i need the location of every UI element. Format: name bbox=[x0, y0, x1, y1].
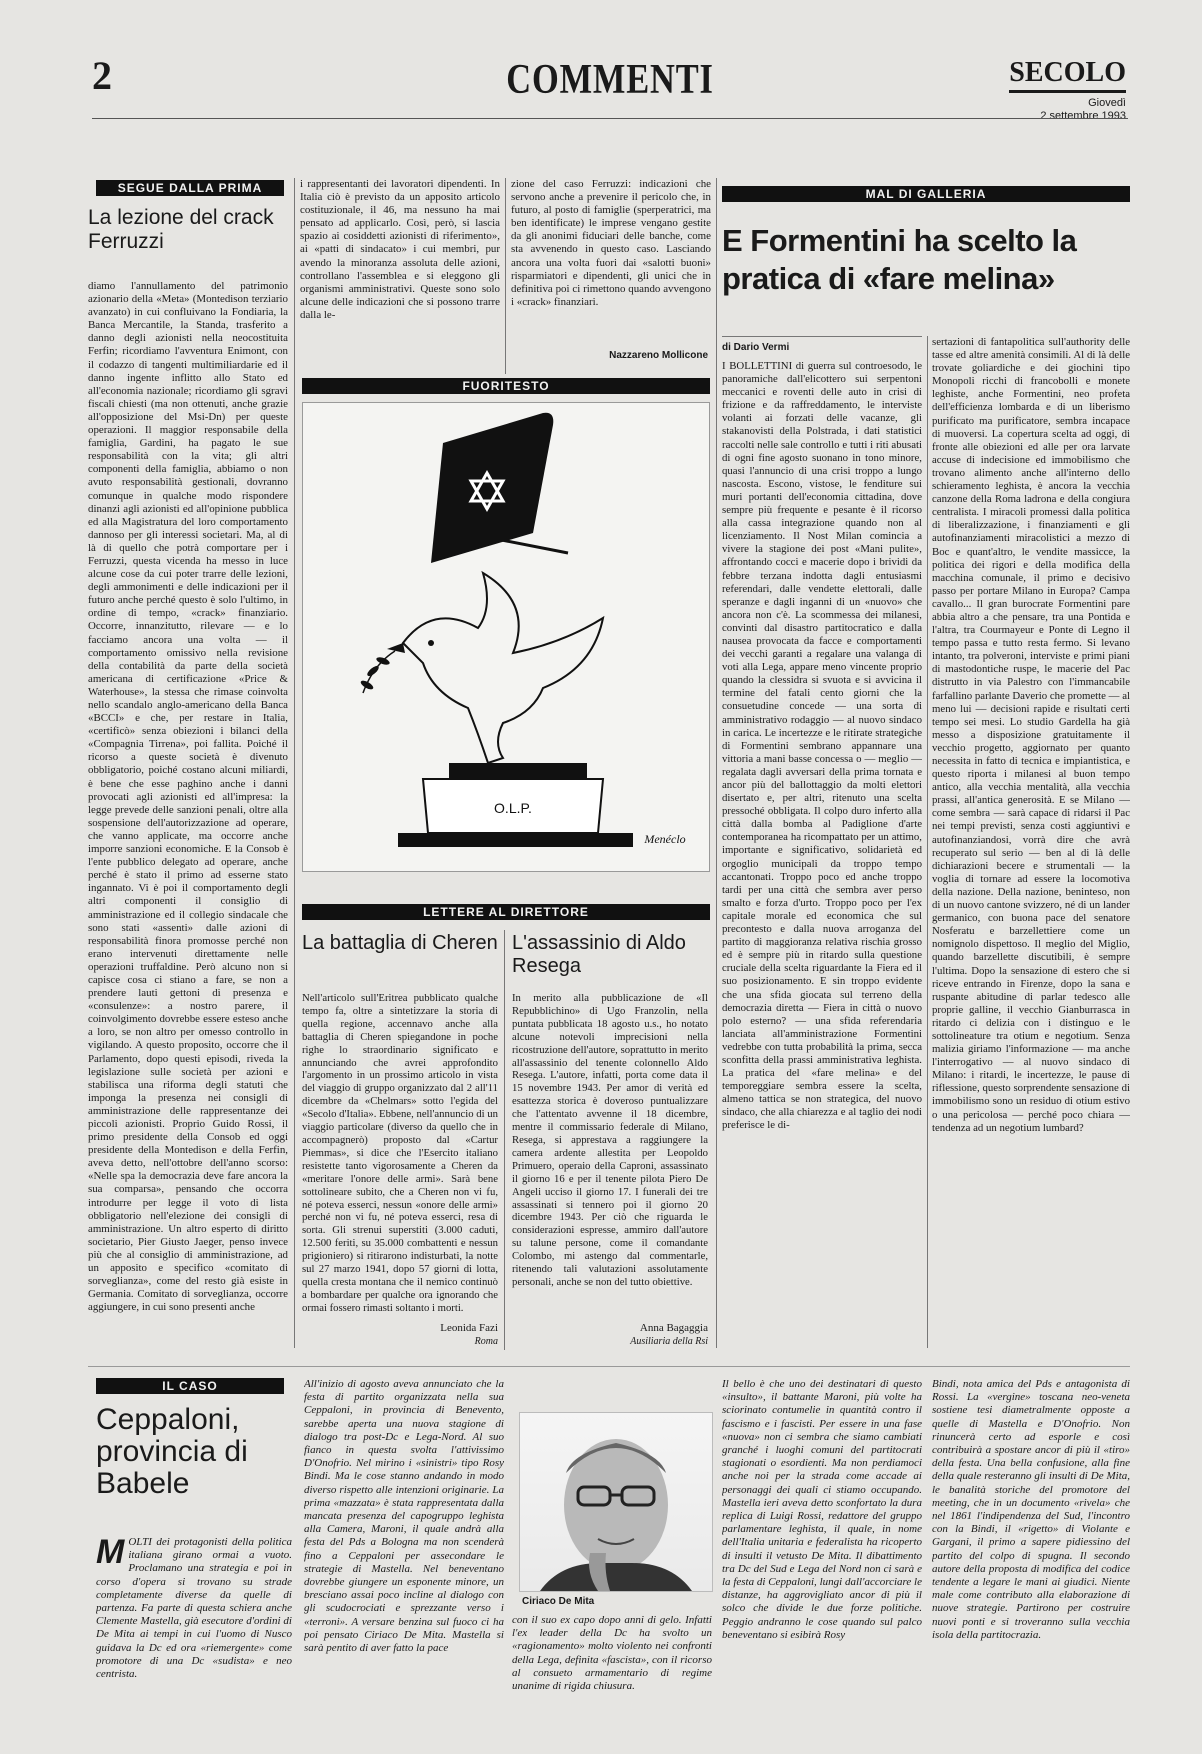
article-text: diamo l'annullamento del patrimonio azionario della «Meta» (Montedison terziario avanzato) in cui confluivano la Fondiaria, la Banca Mercantile, la Standa, trasferito a danno degli azionisti nella neocostituita Ferfin; ricordiamo l'avventura Enimont, con il codazzo di tangenti multimiliardarie ed il danno ingente inflitto allo Stato ed all'economia nazionale; ricordiamo gli sgravi fiscali chiesti (ma non ottenuti, anche grazie all'opposizione del Msi-Dn) per queste operazioni. Il maggior responsabile della famiglia, Gardini, ha pagato le sue responsabilità con la vita; gli altri componenti della famiglia, abbiamo o non avuto responsabilità gestionali, dovranno comunque in qualche modo rispondere dinanzi agli azionisti ed all'opinione pubblica ed alla Magistratura del loro comportamento dannoso per gli interessi societari. Ma, al di là di quello che potrà comportare per i Ferruzzi, questa vicenda ha messo in luce alcune cose da cui poter trarre delle lezioni, degli ammonimenti e delle indicazioni per il futuro anche perché questo è solo l'ultimo, in ordine di tempo, «crack» finanziario. Occorre, innanzitutto, rilevare — e lo facciamo ancora una volta — il comportamento omissivo nella revisione della contabilità da parte della società americana di certificazione «Price & Waterhouse», la stessa che rimase coinvolta nello scandalo anglo-americano della Banca «BCCI» e che, per restare in Italia, «certificò» senza obiezioni i bilanci della «Compagnia Tirrena», poi fallita. Poiché il ricorso a queste società è divenuto obbligatorio, poiché costano alcuni miliardi, è bene che esse paghino anche i danni provocati agli azionisti ed all'impresa: la legge prevede delle sanzioni penali, oltre alla sospensione dell'autorizzazione ad operare, che vanno applicate, ma occorre anche imporre sanzioni economiche. E la Consob è l'ente pubblico delegato ad operare, anche perché è stato il primo ad esserne stato ingannato. Vi è poi il comportamento degli altri componenti il consiglio di amministrazione ed il collegio sindacale che sono stati «assenti» dalle azioni di responsabilità finora promosse perché non erano intervenuti direttamente nelle operazioni truffaldine. Però alcuno non si capisce cosa ci stiano a fare, se non a prendere lauti gettoni di presenza e «consulenze»: a nostro parere, il coinvolgimento dovrebbe essere esteso anche a loro, se non altro per omesso controllo in vigilando. A questo proposito, occorre che il Parlamento, dopo questi episodi, riveda la legislazione sulle società per azioni e stabilisca una riforma degli statuti che imponga la presenza nei consigli di amministrazione delle rappresentanze dei piccoli azionisti. Proprio Guido Rossi, il primo presidente della Consob ed oggi presidente della Montedison e della Ferfin, aveva detto, nell'ottobre dell'anno scorso: «Nelle spa la democrazia deve fare ancora la sua comparsa», pensando che occorra introdurre per legge il voto di lista obbligatorio nell'elezione dei consigli di amministrazione. Un altro esperto di diritto societario, Pier Giusto Jaeger, penso invece più che al consiglio di amministrazione, ad un apposito e specifico «comitato di sorveglianza», come del resto già esiste in Germania. Comitato di sorveglianza, occorre aggiungere, in cui sono presenti anche bbox=[88, 280, 288, 1314]
cartoon-drawing bbox=[303, 403, 709, 871]
column-rule bbox=[505, 178, 506, 374]
article-body-ceppaloni-b bbox=[304, 1378, 504, 1714]
portrait-image bbox=[520, 1413, 712, 1591]
photo-caption: Ciriaco De Mita bbox=[522, 1596, 595, 1607]
masthead-logo bbox=[1009, 58, 1126, 123]
article-text: All'inizio di agosto aveva annunciato che la festa di partito organizzata nella sua Ceppaloni, in provincia di Benevento, sarebbe aperta una nuova stagione di dialogo tra post-Dc e Lega-Nord. Al suo fianco in questa svolta l'attivissimo D'Onofrio. Nel mirino i «sinistri» tipo Rosy Bindi. Ma le cose stanno andando in modo diverso rispetto alle intenzioni originarie. La prima «mazzata» è stata rappresentata dalla mancata presenza del capogruppo leghista alla Camera, Maroni, il quale andrà alla festa del Pds a Bologna ma non scenderà fino a Ceppaloni per assecondare le strategie di Mastella. Nel beneventano dovrebbe giungere un esponente minore, un bresciano assai poco incline al dialogo con gli scudocrociati e sprezzante verso i «terroni». A versare benzina sul fuoco ci ha poi pensato Ciriaco De Mita. Mastella si sarà pentito di aver fatto la pace bbox=[304, 1378, 504, 1655]
article-body-ceppaloni-a bbox=[96, 1536, 292, 1708]
article-body-formentini-a bbox=[722, 360, 922, 1348]
article-text: sertazioni di fantapolitica sull'authority delle tasse ed altre amenità consimili. Al di là delle trovate goliardiche e dei giochini tipo Monopoli ricchi di francobolli e monete leghiste, anche Formentini, neo profeta dell'efficienza lombarda e di un liberismo purificato ma purificatore, sembra incapace di muoversi. La copertura scelta ad oggi, di fronte alle obiezioni ed alle per ora larvate accuse di indecisione ed immobilismo che trovano alimento anche all'interno dello schieramento leghista, è ancora la vecchia canzone della Roma ladrona e della congiura centralista. I miracoli promessi dalla politica di liberalizzazione, i finanziamenti e gli autofinanziamenti miracolistici a mezzo di Boc e quant'altro, le vendite massicce, la politica dei rigori e della modifica della macchina comunale, il primo e decisivo passo per portare Milano in Europa? Campa cavallo... Il gran burocrate Formentini pare abbia altro a che pensare, tra una Pontida e l'altra, tra Courmayeur e Ponte di Legno il tempo passa e tutto resta fermo. Si levano intanto, tra polveroni, interviste e primi piani di mastodontiche ruspe, le macerie del Pac distrutto in via Palestro con l'immancabile farfallino parlante Daverio che promette — al meno lui — decisioni rapide e risultati certi tempo sei mesi. Lo studio Gardella ha già messo a disposizione gratuitamente il vecchio progetto, aggiornato per quanto necessita in fatto di tecnica e impiantistica, e questo riporta i milanesi al buon tempo antico, alla vecchia mentalità, alla vecchia prassi, all'antica generosità. E se Milano — come sembra — sarà capace di ridarsi il Pac nei tempi previsti, senza costi aggiuntivi e autofinanziandosi, vorrà dire che avrà recuperato sul serio — ben al di là delle dichiarazioni becere e strumentali — la voglia di tornare ad essere la locomotiva della nazione. Della nazione, beninteso, non di un nuovo cantone svizzero, né di un lander germanico, con buona pace del senatore Nosferatu e barzellettiere come un nomignolo dispettoso. Il meglio del Miglio, quando barzellette discutibili, è sempre l'ultima. Dopo la sensazione di estero che si riceve entrando in Firenze, dopo la sana e ruspante abitudine di parlar tedesco alle proprie galline, il vecchio Gianburrasca in ritardo ci delizia con i distinguo e le sottolineature tra otium e negotium. Senza malizia giriamo l'informazione — ma anche l'interrogativo — al nuovo sindaco di Milano: i ritardi, le incertezze, le pause di riflessione, questo sorprendente sensazione di immobilismo sono un residuo di otium estivo o una pericolosa — perché poco chiara — tendenza ad un negotium lumbard? bbox=[932, 336, 1130, 1134]
byline-rule bbox=[722, 336, 922, 337]
article-body-ferruzzi-end bbox=[511, 178, 711, 346]
cartoon-signature: Menéclo bbox=[644, 832, 686, 846]
article-body-ceppaloni-c bbox=[512, 1614, 712, 1714]
masthead-date: 2 settembre 1993 bbox=[1040, 110, 1126, 122]
article-body-formentini-b bbox=[932, 336, 1130, 1348]
article-text: I BOLLETTINI di guerra sul controesodo, le panoramiche dall'elicottero sui serpentoni meccanici e roventi delle auto in crisi di frizione e da raffreddamento, le interviste volanti ai forzati delle vacanze, gli stakanovisti della Polstrada, i dati statistici raccolti nelle sale controllo e tutti i riti abusati di ogni fine agosto suonano in tono minore, quasi l'annuncio di una crisi troppo a lungo nascosta. Escono, vistose, le fenditure sui muri portanti dell'economia cittadina, dove sempre più frequente e pesante è il ricorso alla cassa integrazione quando non al licenziamento. Il Nost Milan comincia a vivere la stagione dei post «Mani pulite», affrontando cocci e macerie dopo i brividi da febbre terzana indotta dagli entusiasmi referendari, dalle vendette elettorali, dalle speranze e dagli inganni di un «nuovo» che ancora non c'è. La scommessa dei milanesi, convinti dal disastro partitocratico e dalla nausea provocata da facce e comportamenti dei vecchi garanti a regalare una valanga di voti alla Lega, appare meno vincente proprio quando la clessidra si svuota e si avvicina il termine del fatali cento giorni che la consuetudine concede — una sorta di amministrativo rodaggio — al nuovo sindaco in carica. Le incertezze e le ritirate strategiche di Formentini sembrano appannare una vittoria a mani basse concessa o — meglio — regalata dagli avversari della prima tornata e ancor più del ballottaggio da molti elettori disertato e, per altri, ritenuto una scelta pressoché obbligata. Il colpo duro inferto alla città dalla bomba al Padiglione d'arte contemporanea ha ricompattato per un attimo, importante e significativo, solidarietà ed orgoglio municipali da troppo tempo accantonati. Troppo poco ed anche troppo tardi per una città che sembra aver perso smalto e forza d'urto. Troppo poco per l'ex capitale morale ed economica che sul precontesto e dalla nuova arroganza del partito di maggioranza relativa rischia grosso ed è sempre più in ritardo sulla questione cruciale della scelta riguardante la Fiera ed il suo posizionamento. E sin troppo evidente che una sfida giocata sul terreno della democrazia diretta — Fiera in città o nuovo polo esterno? — una sfida referendaria lanciata all'amministrazione Formentini vedrebbe con tutta probabilità la prima, secca sconfitta della prassi amministrativa leghista. La pratica del «fare melina» e del temporeggiare sembra essere la scelta, almeno tattica se non strategica, del nuovo sindaco, che alla chiarezza e al taglio dei nodi preferisce le di- bbox=[722, 360, 922, 1132]
letter-body-resega bbox=[512, 992, 708, 1314]
cartoon-illustration bbox=[302, 402, 710, 872]
masthead-day: Giovedì bbox=[1088, 97, 1126, 109]
signature-mollicone: Nazzareno Mollicone bbox=[609, 350, 708, 361]
article-title-formentini: E Formentini ha scelto la pratica di «fare melina» bbox=[722, 223, 1077, 296]
article-title-ceppaloni: Ceppaloni, provincia di Babele bbox=[96, 1403, 248, 1500]
section-bar-segue: SEGUE DALLA PRIMA bbox=[96, 180, 284, 196]
article-body-ceppaloni-d bbox=[722, 1378, 922, 1714]
letter-body-cheren bbox=[302, 992, 498, 1314]
letter-signature-fazi: Leonida Fazi bbox=[440, 1322, 498, 1334]
drop-cap: M bbox=[96, 1536, 125, 1571]
letter-text: Nell'articolo sull'Eritrea pubblicato qualche tempo fa, oltre a sintetizzare la storia di quella regione, accennavo anche alla battaglia di Cheren spiegandone in poche righe lo straordinario significato e annunciando che avrei approfondito l'argomento in un prossimo articolo in vista del viaggio di gruppo organizzato dal 2 all'11 dicembre da «Chelmars» sotto l'egida del «Secolo d'Italia». Ebbene, nell'annuncio di un viaggio particolare (diverso da quello che in accompagnerò) proposto dal «Cartur Piemmas», si dice che l'Esercito italiano resistette tanto vigorosamente a Cheren da «meritare l'onore delle armi». Sarà bene sottolineare subito, che a Cheren non vi fu, né poteva esserci, nessun «onore delle armi» perché non vi fu, né poteva esserci, resa di sorta. Gli strenui superstiti (3.000 caduti, 12.500 feriti, su 35.000 combattenti e nessun prigioniero) si ritirarono indisturbati, la notte sul 27 marzo 1941, dopo 57 giorni di lotta, quella cresta montana che il nemico continuò a bombardare per qualche ora ignorando che ormai fossero rimasti soltanto i morti. bbox=[302, 992, 498, 1314]
section-bar-il-caso: IL CASO bbox=[96, 1378, 284, 1394]
article-body-ferruzzi-cont bbox=[300, 178, 500, 374]
letter-place-roma: Roma bbox=[474, 1336, 498, 1347]
article-text: OLTI dei protagonisti della politica italiana girano ormai a vuoto. Proclamano una strategia e poi in corso d'opera si trovano su strade completamente diverse da quelle di partenza. Fa parte di questa schiera anche Clemente Mastella, già esecutore d'ordini di De Mita ai tempi in cui l'uomo di Nusco guidava la Dc ed ora «riemergente» come promotore di una Dc «sudista» e neo centrista. bbox=[96, 1536, 292, 1681]
logo-name: SECOLO bbox=[1009, 58, 1126, 93]
byline-vermi: di Dario Vermi bbox=[722, 342, 790, 353]
section-divider bbox=[88, 1366, 1130, 1367]
article-title-ferruzzi: La lezione del crack Ferruzzi bbox=[88, 206, 274, 254]
photo-de-mita bbox=[519, 1412, 713, 1592]
article-body-ceppaloni-e bbox=[932, 1378, 1130, 1714]
letter-signature-bagaggia: Anna Bagaggia bbox=[639, 1322, 708, 1334]
header-rule bbox=[92, 118, 1128, 119]
letter-title-cheren: La battaglia di Cheren bbox=[302, 932, 498, 954]
letter-place: Ausiliaria della Rsi bbox=[630, 1336, 708, 1347]
letter-title-resega: L'assassinio di Aldo Resega bbox=[512, 932, 686, 977]
column-rule bbox=[504, 930, 505, 1350]
section-bar-mal-di-galleria: MAL DI GALLERIA bbox=[722, 186, 1130, 202]
letter-text: In merito alla pubblicazione de «Il Repubblichino» di Ugo Franzolin, nella puntata pubblicata 18 agosto u.s., ho notato alcune notevoli imprecisioni nella ricostruzione dell'autore, soprattutto in merito all'assassinio del tenente colonnello Aldo Resega. L'autore, infatti, porta come data il 15 novembre 1943. Per amor di verità ed esattezza storica è doveroso puntualizzare che l'attentato avvenne il 18 dicembre, mentre il commissario federale di Milano, Resega, si apprestava a raggiungere la camera ardente allestita per Leopoldo Primuero, operaio della Caproni, assassinato il giorno 16 e per il tenente pilota Piero De Angeli ucciso il giorno 17. I funerali dei tre assassinati si tennero poi il giorno 20 dicembre 1943. Per ciò che riguarda le considerazioni espresse, ammiro dall'autore su talune persone, come il comandante Colombo, mi astengo dal commentarle, ritenendo tali valutazioni assolutamente personali, anche se non del tutto obiettive. bbox=[512, 992, 708, 1288]
article-text: Il bello è che uno dei destinatari di questo «insulto», il battante Maroni, più volte ha sciorinato contumelie in quantità contro il fascismo e i fascisti. Per essere in una fase «nuova» non ci sembra che siamo cambiati granché i luoghi comuni del partitocrati stagionati o esordienti. Ma non perdiamoci anche noi per la strada come accade ai personaggi dei quali ci stiamo occupando. Mastella ieri aveva detto sconfortato la dura replica di Luigi Rossi, redattore del gruppo parlamentare leghista, il quale, in nome dell'Italia unitaria e federalista ha ricoperto di insulti il vetusto De Mita. Il dibattimento tra Dc del Sud e Lega del Nord non ci sarà e la festa di Ceppaloni, lungi dall'accorciare le distanze, ha aggrovigliato ancor di più il solco che divide le due forze politiche. Peggio andranno le cose quando sul palco beneventano si esibirà Rosy bbox=[722, 1378, 922, 1641]
article-text: con il suo ex capo dopo anni di gelo. Infatti l'ex leader della Dc ha svolto un «ragionamento» molto violento nei confronti della Lega, definita «fascista», con il ricorso al consueto armamentario di regime unanime di rigida chiusura. bbox=[512, 1614, 712, 1693]
column-rule bbox=[716, 178, 717, 1348]
section-title: COMMENTI bbox=[506, 57, 714, 103]
article-text: Bindi, nota amica del Pds e antagonista di Rossi. La «vergine» toscana neo-veneta sostiene tesi diametralmente opposte a quelle di Mastella e D'Onofrio. Non rinuncerà certo ad esporle e così contribuirà a spostare ancor di più il «tiro» della festa. Una bella confusione, alla fine della quale resteranno gli insulti di De Mita, le banalità storiche del promotore del meeting, che in un documento «rivela» che nel 1861 l'indipendenza del Sud, l'incontro con la Bindi, il «rigetto» di Violante e Gargani, il primo a sapere pidiessino del partito del colpo di spugna. Il secondo autore della proposta di modifica del codice tendente a legare le mani ai giudici. Niente male come contributo alla elaborazione di nuove strategie. Partirono per costruire nuovi ponti e si troveranno sulla vecchia isola della partitocrazia. bbox=[932, 1378, 1130, 1641]
page-number: 2 bbox=[92, 53, 112, 98]
column-rule bbox=[927, 336, 928, 1348]
cartoon-label: O.L.P. bbox=[494, 800, 532, 816]
article-body-ferruzzi bbox=[88, 280, 288, 1348]
section-bar-lettere: LETTERE AL DIRETTORE bbox=[302, 904, 710, 920]
article-text: zione del caso Ferruzzi: indicazioni che servono anche a prevenire il pericolo che, in futuro, al posto di famiglie (sperperatrici, ma ben identificate) le imprese vengano gestite da gli anonimi fiduciari delle banche, come sta avvenendo in questo caso. Lasciando ancora una volta fuori dai «salotti buoni» risparmiatori e dipendenti, gli unici che in definitiva poi ci rimettono quando avvengono i «crack» finanziari. bbox=[511, 178, 711, 308]
article-text: i rappresentanti dei lavoratori dipendenti. In Italia ciò è previsto da un apposito articolo costituzionale, il 46, ma nessuno ha mai pensato ad applicarlo. Così, però, si lascia spazio ai cosiddetti azionisti di riferimento», ai «patti di sindacato» i cui membri, pur avendo la minoranza assoluta delle azioni, controllano l'assemblea e si eleggono gli organismi amministrativi. Queste sono solo alcune delle indicazioni che si possono trarre dalla le- bbox=[300, 178, 500, 321]
column-rule bbox=[294, 178, 295, 1348]
section-bar-fuoritesto: FUORITESTO bbox=[302, 378, 710, 394]
